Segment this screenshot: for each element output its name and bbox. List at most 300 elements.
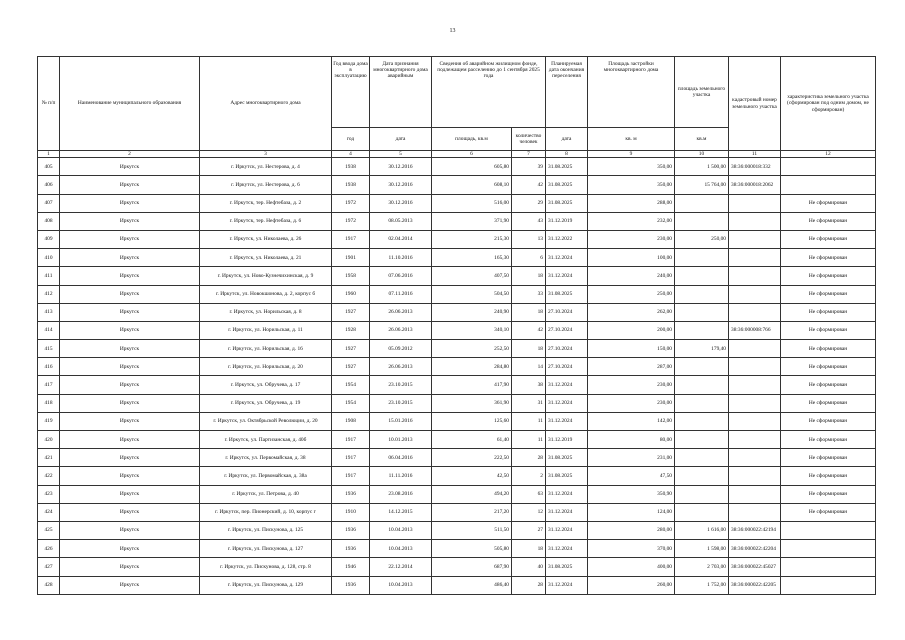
row-number: 425 — [38, 521, 60, 539]
date-recognized-cell: 30.12.2016 — [370, 194, 432, 212]
date-recognized-cell: 10.04.2013 — [370, 521, 432, 539]
area-cell: 486,40 — [432, 576, 512, 594]
cadastral-cell: 38:36:000018:2062 — [729, 176, 781, 194]
header-land-area: площадь земельного участка — [675, 57, 729, 128]
building-area-cell: 370,00 — [588, 540, 675, 558]
date-recognized-cell: 26.06.2013 — [370, 321, 432, 339]
area-cell: 417,90 — [432, 376, 512, 394]
address-cell: г. Иркутск, ул. Обручева, д. 19 — [200, 394, 332, 412]
people-cell: 14 — [512, 358, 546, 376]
planned-date-cell: 31.08.2025 — [546, 176, 588, 194]
header-planned-date: Планируемая дата окончания переселения — [546, 57, 588, 128]
planned-date-cell: 31.12.2024 — [546, 267, 588, 285]
municipality-cell: Иркутск — [60, 485, 200, 503]
municipality-cell: Иркутск — [60, 376, 200, 394]
address-cell: г. Иркутск, ул. Октябрьской Революции, д. 20 — [200, 412, 332, 430]
building-area-cell: 231,00 — [588, 449, 675, 467]
land-area-cell — [675, 194, 729, 212]
table-row — [38, 285, 876, 303]
housing-table — [37, 56, 876, 595]
column-number: 11 — [729, 151, 781, 158]
date-recognized-cell: 08.05.2013 — [370, 212, 432, 230]
header-address: Адрес многоквартирного дома — [200, 57, 332, 151]
row-number: 423 — [38, 485, 60, 503]
building-area-cell: 124,00 — [588, 503, 675, 521]
land-area-cell: 1 500,00 — [675, 158, 729, 176]
cadastral-cell — [729, 394, 781, 412]
planned-date-cell: 31.12.2024 — [546, 249, 588, 267]
date-recognized-cell: 07.11.2016 — [370, 285, 432, 303]
address-cell: г. Иркутск, пер. Пионерский, д. 10, корпус г — [200, 503, 332, 521]
address-cell: г. Иркутск, ул. Ново-Кузнечихинская, д. 9 — [200, 267, 332, 285]
people-cell: 11 — [512, 412, 546, 430]
date-recognized-cell: 23.08.2016 — [370, 485, 432, 503]
table-row — [38, 576, 876, 594]
people-cell: 12 — [512, 503, 546, 521]
land-char-cell: Не сформирован — [781, 340, 876, 358]
land-char-cell: Не сформирован — [781, 230, 876, 248]
header-cadastral: кадастровый номер земельного участка — [729, 57, 781, 151]
municipality-cell: Иркутск — [60, 158, 200, 176]
people-cell: 28 — [512, 576, 546, 594]
date-recognized-cell: 30.12.2016 — [370, 176, 432, 194]
year-built-cell: 1954 — [332, 376, 370, 394]
header-date-recognized: Дата признания многоквартирного дома аварийным — [370, 57, 432, 128]
planned-date-cell: 31.12.2022 — [546, 230, 588, 248]
land-area-cell — [675, 285, 729, 303]
cadastral-cell — [729, 467, 781, 485]
land-char-cell: Не сформирован — [781, 212, 876, 230]
table-row — [38, 321, 876, 339]
table-row — [38, 212, 876, 230]
column-number: 6 — [432, 151, 512, 158]
land-char-cell: Не сформирован — [781, 394, 876, 412]
land-char-cell: Не сформирован — [781, 249, 876, 267]
people-cell: 38 — [512, 376, 546, 394]
area-cell: 215,30 — [432, 230, 512, 248]
people-cell: 6 — [512, 249, 546, 267]
municipality-cell: Иркутск — [60, 267, 200, 285]
row-number: 414 — [38, 321, 60, 339]
address-cell: г. Иркутск, ул. Обручева, д. 17 — [200, 376, 332, 394]
land-area-cell — [675, 267, 729, 285]
column-number: 5 — [370, 151, 432, 158]
area-cell: 165,30 — [432, 249, 512, 267]
row-number: 406 — [38, 176, 60, 194]
table-row — [38, 503, 876, 521]
column-number: 2 — [60, 151, 200, 158]
planned-date-cell: 31.08.2025 — [546, 449, 588, 467]
cadastral-cell: 38:36:000022:42205 — [729, 576, 781, 594]
cadastral-cell — [729, 194, 781, 212]
land-area-cell: 250,00 — [675, 230, 729, 248]
land-char-cell — [781, 521, 876, 539]
land-area-cell — [675, 449, 729, 467]
year-built-cell: 1901 — [332, 249, 370, 267]
cadastral-cell — [729, 431, 781, 449]
date-recognized-cell: 02.04.2014 — [370, 230, 432, 248]
year-built-cell: 1927 — [332, 340, 370, 358]
land-char-cell: Не сформирован — [781, 194, 876, 212]
column-number: 3 — [200, 151, 332, 158]
land-char-cell: Не сформирован — [781, 285, 876, 303]
land-char-cell: Не сформирован — [781, 358, 876, 376]
year-built-cell: 1946 — [332, 558, 370, 576]
subheader-date2: дата — [546, 128, 588, 151]
building-area-cell: 280,00 — [588, 521, 675, 539]
date-recognized-cell: 11.10.2016 — [370, 249, 432, 267]
address-cell: г. Иркутск, ул. Норильская, д. 16 — [200, 340, 332, 358]
row-number: 410 — [38, 249, 60, 267]
cadastral-cell: 38:36:000008:766 — [729, 321, 781, 339]
municipality-cell: Иркутск — [60, 394, 200, 412]
planned-date-cell: 31.12.2024 — [546, 503, 588, 521]
cadastral-cell — [729, 376, 781, 394]
address-cell: г. Иркутск, ул. Пискунова, д. 128, стр. 8 — [200, 558, 332, 576]
area-cell: 407,50 — [432, 267, 512, 285]
address-cell: г. Иркутск, ул. Николаева, д. 21 — [200, 249, 332, 267]
date-recognized-cell: 14.12.2015 — [370, 503, 432, 521]
year-built-cell: 1972 — [332, 212, 370, 230]
land-area-cell — [675, 394, 729, 412]
land-area-cell: 15 764,00 — [675, 176, 729, 194]
building-area-cell: 287,00 — [588, 358, 675, 376]
area-cell: 361,90 — [432, 394, 512, 412]
land-area-cell: 1 752,00 — [675, 576, 729, 594]
land-area-cell — [675, 412, 729, 430]
address-cell: г. Иркутск, ул. Пискунова, д. 125 — [200, 521, 332, 539]
table-row — [38, 267, 876, 285]
area-cell: 504,50 — [432, 285, 512, 303]
municipality-cell: Иркутск — [60, 412, 200, 430]
municipality-cell: Иркутск — [60, 431, 200, 449]
address-cell: г. Иркутск, ул. Нестерова, д. 4 — [200, 158, 332, 176]
planned-date-cell: 31.08.2025 — [546, 285, 588, 303]
land-area-cell: 1 616,00 — [675, 521, 729, 539]
people-cell: 13 — [512, 230, 546, 248]
municipality-cell: Иркутск — [60, 503, 200, 521]
row-number: 409 — [38, 230, 60, 248]
land-char-cell: Не сформирован — [781, 267, 876, 285]
column-number: 1 — [38, 151, 60, 158]
land-char-cell: Не сформирован — [781, 467, 876, 485]
date-recognized-cell: 15.01.2016 — [370, 412, 432, 430]
area-cell: 494,20 — [432, 485, 512, 503]
date-recognized-cell: 10.04.2013 — [370, 576, 432, 594]
row-number: 408 — [38, 212, 60, 230]
area-cell: 217,20 — [432, 503, 512, 521]
building-area-cell: 350,00 — [588, 176, 675, 194]
people-cell: 18 — [512, 303, 546, 321]
planned-date-cell: 27.10.2024 — [546, 340, 588, 358]
area-cell: 516,00 — [432, 194, 512, 212]
table-row — [38, 394, 876, 412]
date-recognized-cell: 30.12.2016 — [370, 158, 432, 176]
table-row — [38, 194, 876, 212]
building-area-cell: 200,00 — [588, 321, 675, 339]
planned-date-cell: 31.12.2024 — [546, 485, 588, 503]
row-number: 421 — [38, 449, 60, 467]
area-cell: 240,90 — [432, 303, 512, 321]
subheader-people: количество человек — [512, 128, 546, 151]
land-char-cell: Не сформирован — [781, 503, 876, 521]
planned-date-cell: 31.12.2024 — [546, 376, 588, 394]
land-char-cell — [781, 540, 876, 558]
building-area-cell: 260,00 — [588, 576, 675, 594]
row-number: 422 — [38, 467, 60, 485]
building-area-cell: 240,00 — [588, 267, 675, 285]
building-area-cell: 100,00 — [588, 249, 675, 267]
year-built-cell: 1938 — [332, 176, 370, 194]
cadastral-cell — [729, 230, 781, 248]
address-cell: г. Иркутск, тер. Нефтебаза, д. 2 — [200, 194, 332, 212]
people-cell: 2 — [512, 467, 546, 485]
row-number: 417 — [38, 376, 60, 394]
cadastral-cell — [729, 267, 781, 285]
building-area-cell: 47,50 — [588, 467, 675, 485]
building-area-cell: 142,00 — [588, 412, 675, 430]
address-cell: г. Иркутск, ул. Петрова, д. 40 — [200, 485, 332, 503]
planned-date-cell: 27.10.2024 — [546, 303, 588, 321]
land-area-cell: 2 703,00 — [675, 558, 729, 576]
date-recognized-cell: 22.12.2014 — [370, 558, 432, 576]
date-recognized-cell: 07.06.2016 — [370, 267, 432, 285]
column-number: 9 — [588, 151, 675, 158]
building-area-cell: 80,00 — [588, 431, 675, 449]
land-char-cell: Не сформирован — [781, 376, 876, 394]
subheader-date: дата — [370, 128, 432, 151]
land-area-cell — [675, 503, 729, 521]
people-cell: 29 — [512, 194, 546, 212]
cadastral-cell — [729, 412, 781, 430]
area-cell: 511,50 — [432, 521, 512, 539]
land-area-cell — [675, 303, 729, 321]
year-built-cell: 1917 — [332, 230, 370, 248]
area-cell: 608,10 — [432, 176, 512, 194]
people-cell: 31 — [512, 394, 546, 412]
year-built-cell: 1972 — [332, 194, 370, 212]
land-char-cell — [781, 576, 876, 594]
planned-date-cell: 31.12.2019 — [546, 212, 588, 230]
year-built-cell: 1917 — [332, 431, 370, 449]
address-cell: г. Иркутск, ул. Норильская, д. 11 — [200, 321, 332, 339]
table-row — [38, 558, 876, 576]
people-cell: 42 — [512, 321, 546, 339]
year-built-cell: 1917 — [332, 449, 370, 467]
municipality-cell: Иркутск — [60, 540, 200, 558]
cadastral-cell — [729, 340, 781, 358]
area-cell: 222,50 — [432, 449, 512, 467]
table-row — [38, 358, 876, 376]
subheader-sqm2: кв.м — [675, 128, 729, 151]
land-char-cell — [781, 176, 876, 194]
land-area-cell — [675, 321, 729, 339]
row-number: 407 — [38, 194, 60, 212]
building-area-cell: 288,00 — [588, 194, 675, 212]
land-area-cell: 1 598,00 — [675, 540, 729, 558]
planned-date-cell: 31.12.2024 — [546, 412, 588, 430]
land-area-cell — [675, 485, 729, 503]
area-cell: 42,50 — [432, 467, 512, 485]
address-cell: г. Иркутск, тер. Нефтебаза, д. 6 — [200, 212, 332, 230]
planned-date-cell: 31.12.2024 — [546, 521, 588, 539]
header-land-char: характеристика земельного участка (сформирован под одним домом, не сформирован) — [781, 57, 876, 151]
year-built-cell: 1928 — [332, 321, 370, 339]
cadastral-cell — [729, 212, 781, 230]
row-number: 419 — [38, 412, 60, 430]
address-cell: г. Иркутск, ул. Нестерова, д. 6 — [200, 176, 332, 194]
row-number: 420 — [38, 431, 60, 449]
people-cell: 18 — [512, 340, 546, 358]
land-area-cell — [675, 249, 729, 267]
cadastral-cell — [729, 303, 781, 321]
municipality-cell: Иркутск — [60, 449, 200, 467]
subheader-year: год — [332, 128, 370, 151]
municipality-cell: Иркутск — [60, 194, 200, 212]
date-recognized-cell: 11.11.2016 — [370, 467, 432, 485]
year-built-cell: 1958 — [332, 267, 370, 285]
area-cell: 340,10 — [432, 321, 512, 339]
people-cell: 11 — [512, 431, 546, 449]
table-row — [38, 176, 876, 194]
planned-date-cell: 31.12.2024 — [546, 576, 588, 594]
year-built-cell: 1954 — [332, 394, 370, 412]
date-recognized-cell: 26.06.2013 — [370, 358, 432, 376]
address-cell: г. Иркутск, ул. Пискунова, д. 127 — [200, 540, 332, 558]
cadastral-cell: 38:36:000022:45027 — [729, 558, 781, 576]
people-cell: 28 — [512, 449, 546, 467]
land-area-cell — [675, 431, 729, 449]
address-cell: г. Иркутск, ул. Партизанская, д. 40б — [200, 431, 332, 449]
date-recognized-cell: 23.10.2015 — [370, 376, 432, 394]
municipality-cell: Иркутск — [60, 230, 200, 248]
column-number: 7 — [512, 151, 546, 158]
people-cell: 18 — [512, 540, 546, 558]
year-built-cell: 1927 — [332, 303, 370, 321]
header-building-area: Площадь застройки многоквартирного дома — [588, 57, 675, 128]
column-number: 12 — [781, 151, 876, 158]
people-cell: 42 — [512, 176, 546, 194]
address-cell: г. Иркутск, ул. Первомайская, д. 38 — [200, 449, 332, 467]
year-built-cell: 1917 — [332, 467, 370, 485]
year-built-cell: 1936 — [332, 485, 370, 503]
year-built-cell: 1936 — [332, 576, 370, 594]
row-number: 405 — [38, 158, 60, 176]
cadastral-cell — [729, 485, 781, 503]
table-row — [38, 485, 876, 503]
land-char-cell: Не сформирован — [781, 485, 876, 503]
cadastral-cell: 38:36:000018:332 — [729, 158, 781, 176]
people-cell: 43 — [512, 212, 546, 230]
date-recognized-cell: 26.06.2013 — [370, 303, 432, 321]
year-built-cell: 1938 — [332, 158, 370, 176]
year-built-cell: 1960 — [332, 285, 370, 303]
people-cell: 33 — [512, 285, 546, 303]
municipality-cell: Иркутск — [60, 303, 200, 321]
land-char-cell: Не сформирован — [781, 431, 876, 449]
municipality-cell: Иркутск — [60, 340, 200, 358]
address-cell: г. Иркутск, ул. Новокшонова, д. 2, корпус б — [200, 285, 332, 303]
year-built-cell: 1910 — [332, 503, 370, 521]
table-row — [38, 230, 876, 248]
area-cell: 61,40 — [432, 431, 512, 449]
cadastral-cell — [729, 449, 781, 467]
land-area-cell — [675, 358, 729, 376]
date-recognized-cell: 06.04.2016 — [370, 449, 432, 467]
row-number: 413 — [38, 303, 60, 321]
land-char-cell — [781, 158, 876, 176]
land-area-cell — [675, 467, 729, 485]
planned-date-cell: 31.08.2025 — [546, 467, 588, 485]
land-area-cell — [675, 212, 729, 230]
building-area-cell: 350,90 — [588, 485, 675, 503]
municipality-cell: Иркутск — [60, 358, 200, 376]
building-area-cell: 262,00 — [588, 303, 675, 321]
building-area-cell: 230,00 — [588, 394, 675, 412]
land-char-cell — [781, 558, 876, 576]
planned-date-cell: 31.12.2024 — [546, 394, 588, 412]
land-char-cell: Не сформирован — [781, 303, 876, 321]
header-municipality: Наименование муниципального образования — [60, 57, 200, 151]
header-fund-info: Сведения об аварийном жилищном фонде, подлежащем расселению до 1 сентября 2025 года — [432, 57, 546, 128]
people-cell: 63 — [512, 485, 546, 503]
table-row — [38, 449, 876, 467]
municipality-cell: Иркутск — [60, 285, 200, 303]
area-cell: 125,60 — [432, 412, 512, 430]
address-cell: г. Иркутск, ул. Норильская, д. 8 — [200, 303, 332, 321]
row-number: 418 — [38, 394, 60, 412]
row-number: 428 — [38, 576, 60, 594]
building-area-cell: 250,00 — [588, 285, 675, 303]
land-char-cell: Не сформирован — [781, 412, 876, 430]
row-number: 424 — [38, 503, 60, 521]
municipality-cell: Иркутск — [60, 321, 200, 339]
address-cell: г. Иркутск, ул. Николаева, д. 26 — [200, 230, 332, 248]
table-row — [38, 467, 876, 485]
land-char-cell: Не сформирован — [781, 321, 876, 339]
area-cell: 284,80 — [432, 358, 512, 376]
planned-date-cell: 31.12.2019 — [546, 431, 588, 449]
address-cell: г. Иркутск, ул. Пискунова, д. 129 — [200, 576, 332, 594]
table-row — [38, 540, 876, 558]
year-built-cell: 1936 — [332, 521, 370, 539]
subheader-area: площадь, кв.м — [432, 128, 512, 151]
column-number: 10 — [675, 151, 729, 158]
table-row — [38, 340, 876, 358]
planned-date-cell: 27.10.2024 — [546, 358, 588, 376]
municipality-cell: Иркутск — [60, 249, 200, 267]
building-area-cell: 230,00 — [588, 230, 675, 248]
people-cell: 40 — [512, 558, 546, 576]
table-row — [38, 303, 876, 321]
header-num: № п/п — [38, 57, 60, 151]
cadastral-cell: 38:36:000022:42204 — [729, 540, 781, 558]
building-area-cell: 350,00 — [588, 158, 675, 176]
table-row — [38, 412, 876, 430]
building-area-cell: 230,00 — [588, 376, 675, 394]
municipality-cell: Иркутск — [60, 176, 200, 194]
cadastral-cell — [729, 285, 781, 303]
land-area-cell: 179,40 — [675, 340, 729, 358]
planned-date-cell: 31.08.2025 — [546, 558, 588, 576]
planned-date-cell: 31.08.2025 — [546, 158, 588, 176]
table-row — [38, 376, 876, 394]
building-area-cell: 150,00 — [588, 340, 675, 358]
year-built-cell: 1936 — [332, 540, 370, 558]
municipality-cell: Иркутск — [60, 558, 200, 576]
table-row — [38, 431, 876, 449]
page-number: 13 — [449, 28, 456, 34]
